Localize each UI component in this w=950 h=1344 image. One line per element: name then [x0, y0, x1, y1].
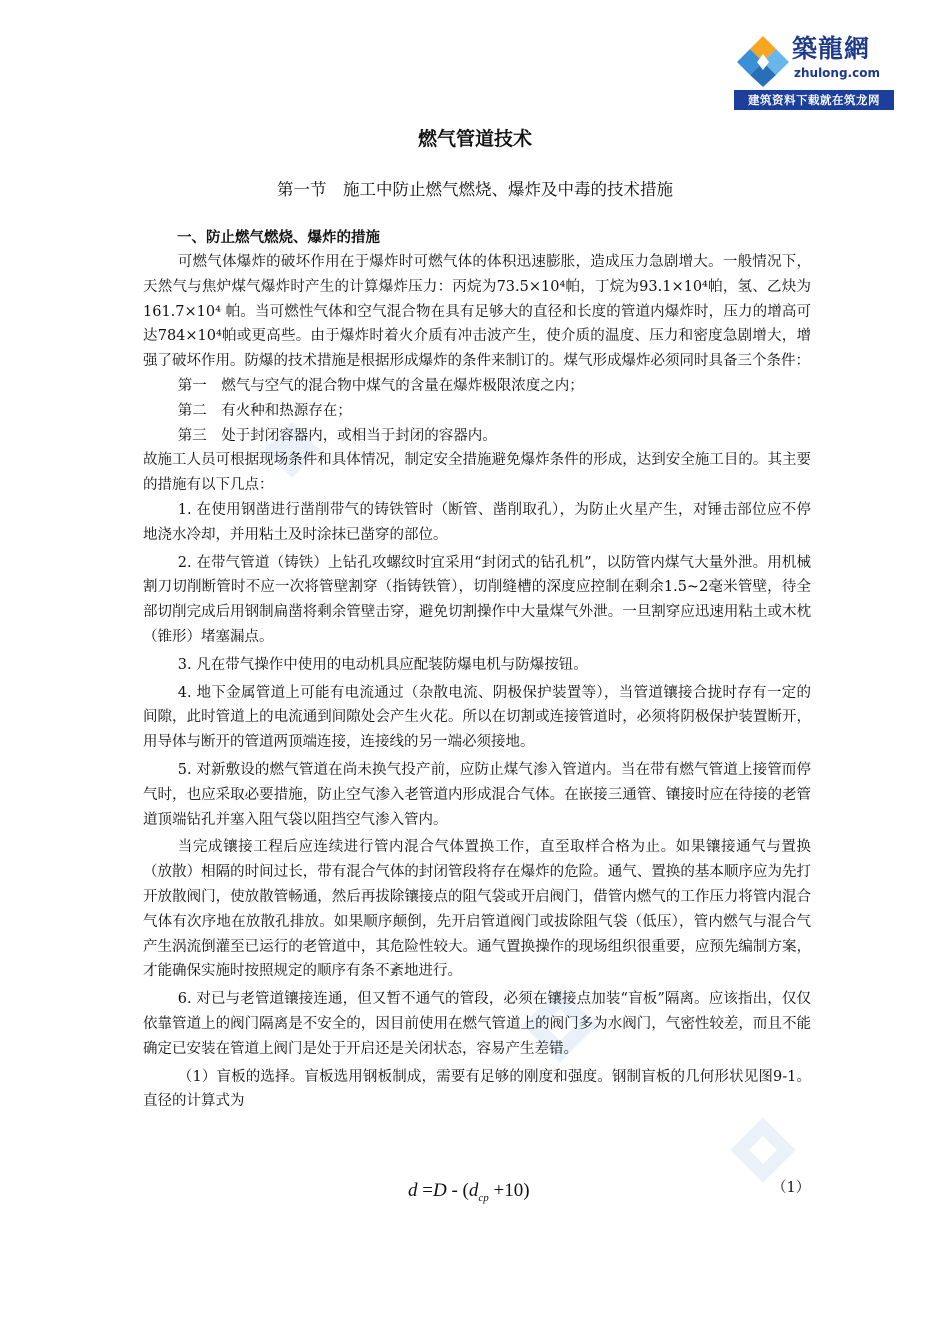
section-heading: 一、防止燃气燃烧、爆炸的措施 — [177, 230, 380, 246]
formula-lhs: d — [408, 1180, 418, 1201]
formula-sub: cp — [478, 1191, 489, 1204]
measure-item: 当完成镶接工程后应连续进行管内混合气体置换工作，直至取样合格为止。如果镶接通气与置换（放散）相隔的时间过长，带有混合气体的封闭管段将存在爆炸的危险。通气、置换的基本顺序应为先打开放散阀门，使放散管畅通，然后再拔除镶接点的阻气袋或开启阀门，借管内燃气的工作压力将管内混合气体有次序地在放散孔排放。如果顺序颠倒，先开启管道阀门或拔除阻气袋（低压），管内燃气与混合气产生涡流倒灌至已运行的老管道中，其危险性较大。通气置换操作的现场组织很重要，应预先编制方案，才能确保实施时按照规定的顺序有条不紊地进行。 — [143, 839, 811, 980]
condition-item: 第一 燃气与空气的混合物中煤气的含量在爆炸极限浓度之内； — [177, 377, 584, 394]
formula-d2: d — [468, 1180, 479, 1201]
zhulong-logo[interactable] — [734, 30, 894, 110]
equation-number: （1） — [772, 1180, 811, 1196]
intro-paragraph: 可燃气体爆炸的破坏作用在于爆炸时可燃气体的体积迅速膨胀，造成压力急剧增大。一般情况下，天然气与焦炉煤气爆炸时产生的计算爆炸压力：丙烷为73.5×10⁴帕，丁烷为93.1×10⁴帕，氢、乙炔为161.7×10⁴ 帕。当可燃性气体和空气混合物在具有足够大的直径和长度的管道内爆炸时，压力的增高可达784×10⁴帕或更高些。由于爆炸时着火介质有冲击波产生，使介质的温度、压力和密度急剧增大，增强了破坏作用。防爆的技术措施是根据形成爆炸的条件来制订的。煤气形成爆炸必须同时具备三个条件： — [143, 254, 811, 370]
condition-item: 第二 有火种和热源存在； — [177, 402, 352, 419]
measure-item: 4. 地下金属管道上可能有电流通过（杂散电流、阴极保护装置等），当管道镶接合拢时存有一定的间隙，此时管道上的电流通到间隙处会产生火花。所以在切割或连接管道时，必须将阴极保护装置断开，用导体与断开的管道两顶端连接，连接线的另一端必须接地。 — [143, 684, 811, 751]
measure-item: 3. 凡在带气操作中使用的电动机具应配装防爆电机与防爆按钮。 — [177, 656, 588, 673]
measure-item: 6. 对已与老管道镶接连通，但又暂不通气的管段，必须在镶接点加装“盲板”隔离。应该指出，仅仅依靠管道上的阀门隔离是不安全的，因目前使用在燃气管道上的阀门多为水阀门，气密性较差，而且不能确定已安装在管道上阀门是处于开启还是关闭状态，容易产生差错。 — [143, 991, 811, 1057]
document-body — [143, 226, 811, 1114]
measure-item: 2. 在带气管道（铸铁）上钻孔攻螺纹时宜采用“封闭式的钻孔机”，以防管内煤气大量外泄。用机械割刀切削断管时不应一次将管壁割穿（指铸铁管），切削缝槽的深度应控制在剩余1.5~2毫米管壁，待全部切削完成后用钢制扁凿将剩余管壁击穿，避免切割操作中大量煤气外泄。一旦割穿应迅速用粘土或木枕（锥形）堵塞漏点。 — [143, 554, 811, 645]
diameter-formula — [408, 1180, 530, 1204]
logo-top — [734, 30, 894, 88]
logo-tagline: 建筑资料下载就在筑龙网 — [734, 90, 894, 110]
section-subtitle: 第一节 施工中防止燃气燃烧、爆炸及中毒的技术措施 — [277, 180, 673, 199]
formula-D: D — [432, 1180, 447, 1201]
measure-item: 1. 在使用钢凿进行凿削带气的铸铁管时（断管、凿削取孔），为防止火星产生，对锤击部位应不停地浇水冷却，并用粘土及时涂抹已凿穿的部位。 — [143, 501, 811, 543]
watermark-icon — [728, 1115, 798, 1185]
measure-item: （1）盲板的选择。盲板选用钢板制成，需要有足够的刚度和强度。钢制盲板的几何形状见图9-1。直径的计算式为 — [143, 1068, 811, 1110]
measure-item: 5. 对新敷设的燃气管道在尚未换气投产前，应防止煤气渗入管道内。当在带有燃气管道上接管而停气时，也应采取必要措施，防止空气渗入老管道内形成混合气体。在嵌接三通管、镶接时应在待接的老管道顶端钻孔并塞入阻气袋以阻挡空气渗入管内。 — [143, 761, 811, 828]
formula-minus: - ( — [446, 1180, 469, 1201]
measures-lead: 故施工人员可根据现场条件和具体情况，制定安全措施避免爆炸条件的形成，达到安全施工目的。其主要的措施有以下几点： — [143, 452, 811, 494]
formula-plus: +10) — [488, 1180, 530, 1201]
document-title: 燃气管道技术 — [417, 128, 532, 150]
formula-eq: = — [417, 1180, 433, 1201]
condition-item: 第三 处于封闭容器内，或相当于封闭的容器内。 — [177, 427, 497, 444]
logo-domain: zhulong.com — [794, 66, 880, 80]
logo-name: 築龍網 — [792, 34, 871, 63]
logo-diamond-icon — [736, 34, 790, 88]
